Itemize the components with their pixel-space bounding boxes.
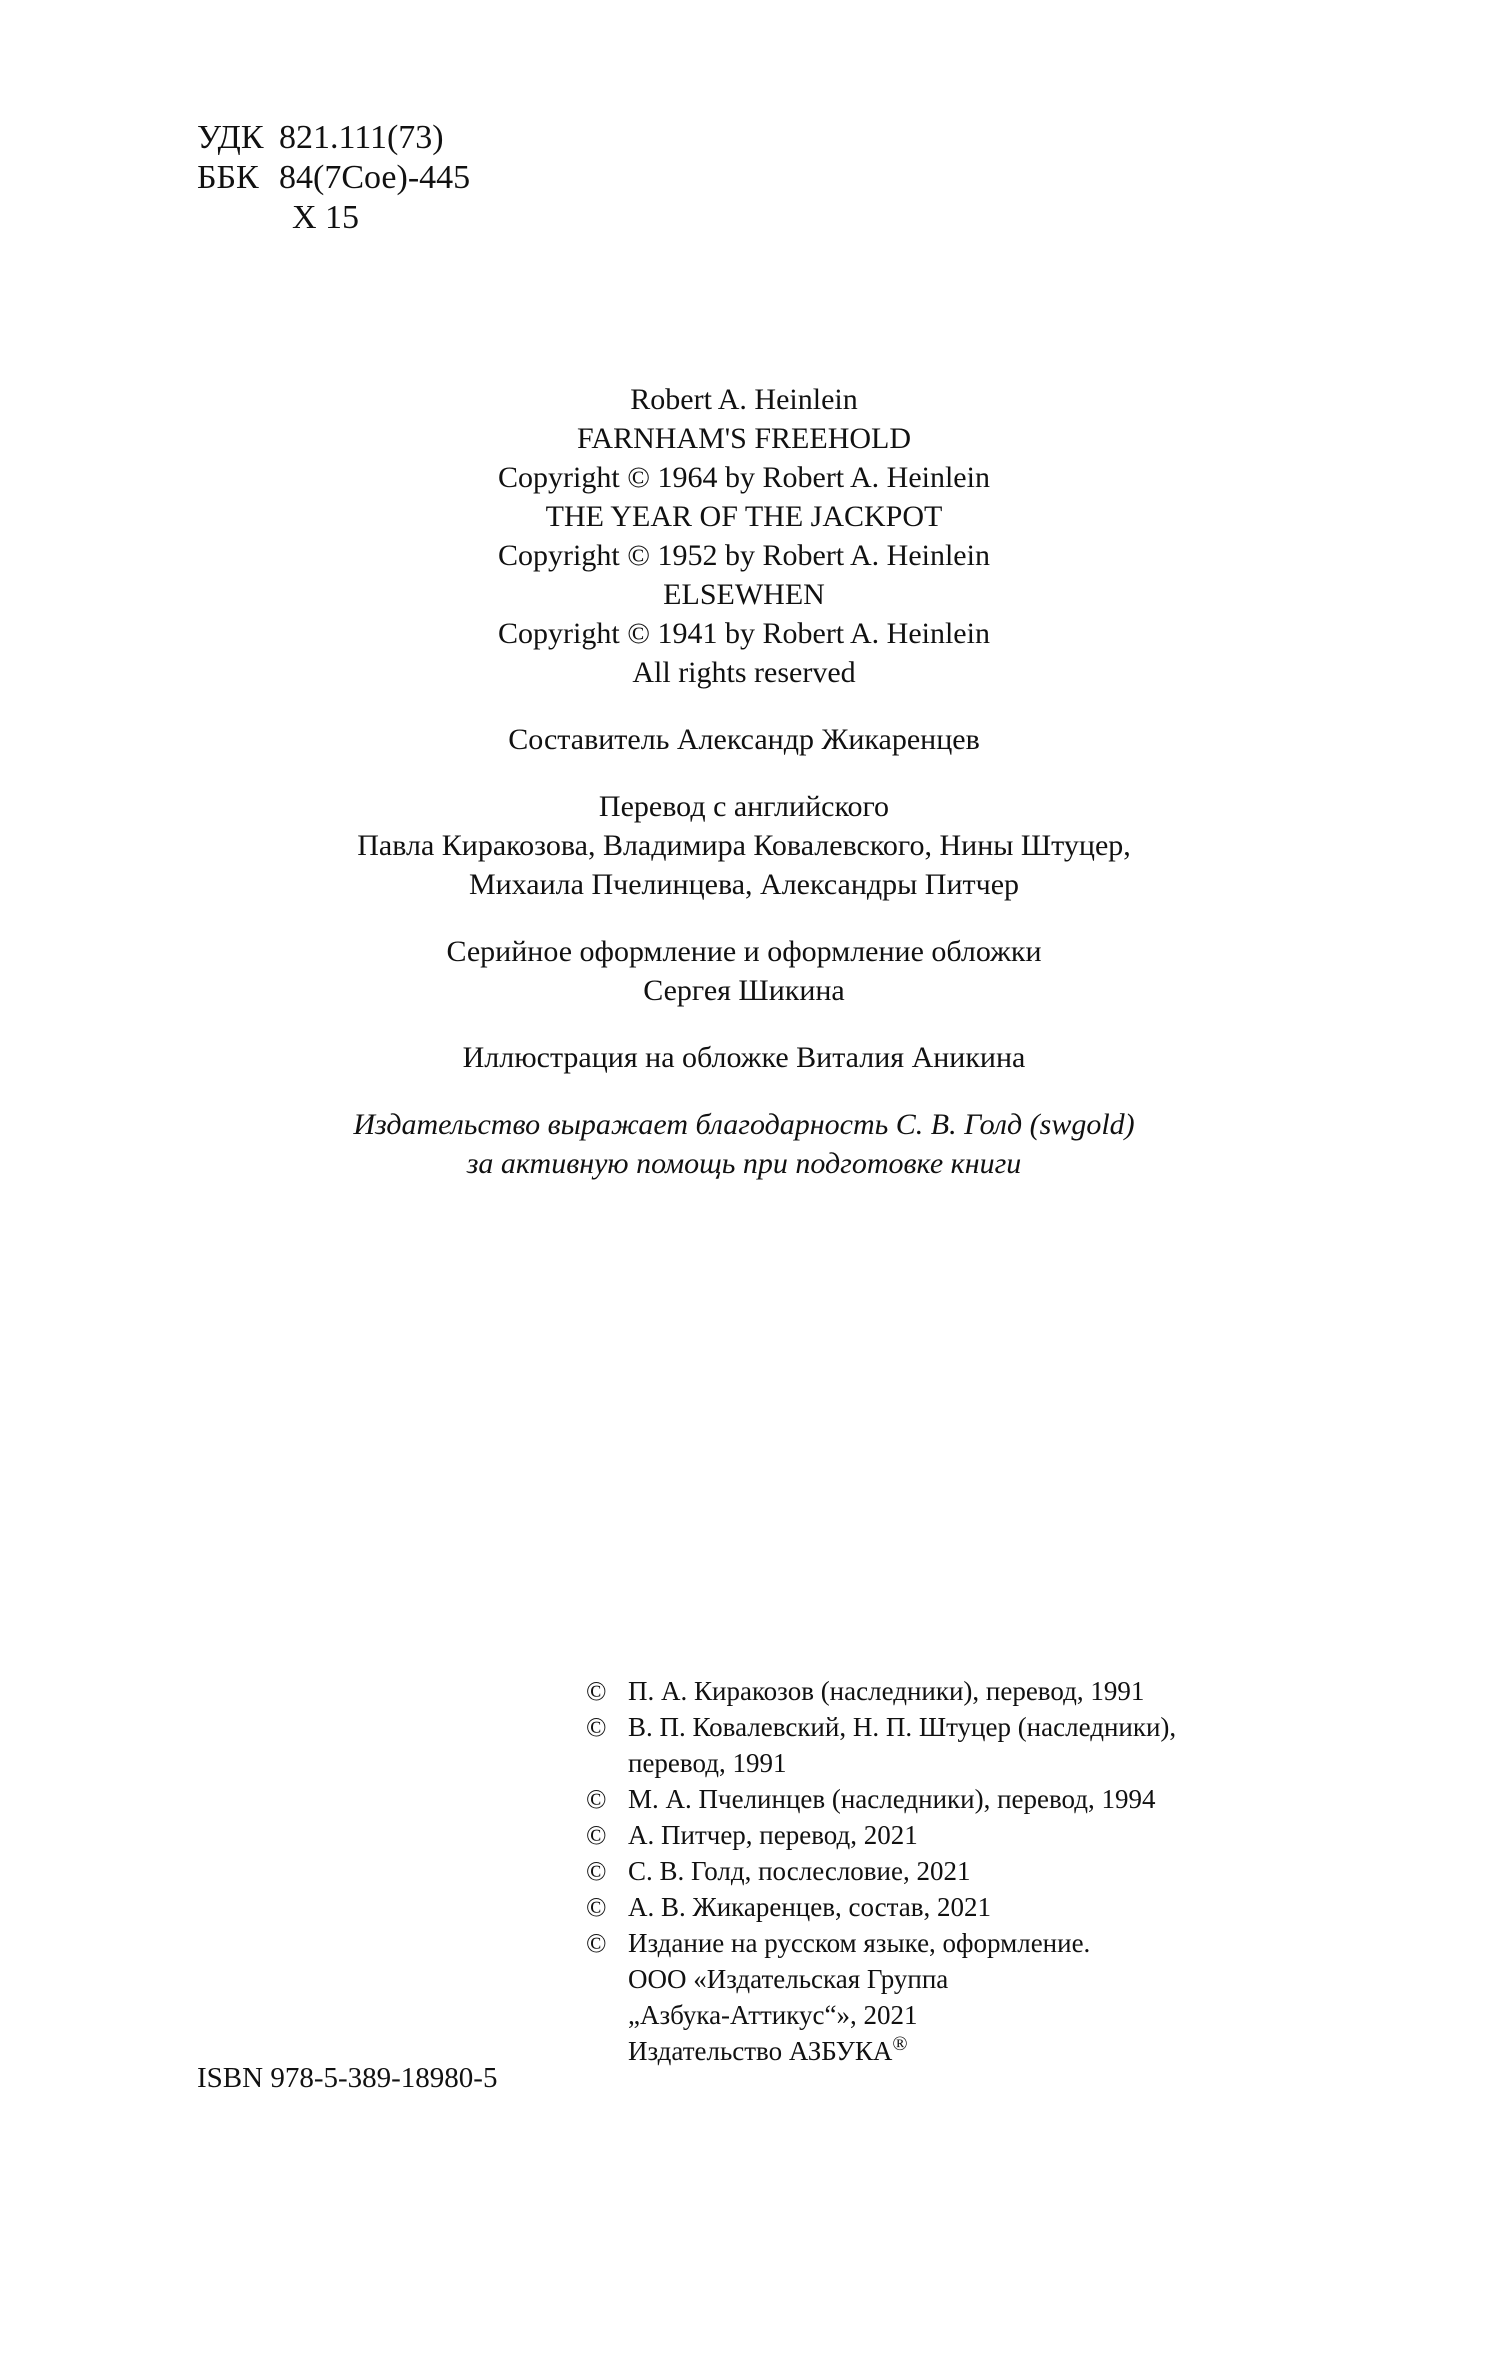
- acknowledgement-line: Издательство выражает благодарность С. В. Голд (swgold): [353, 1108, 1135, 1141]
- translation-line: Перевод с английского: [598, 790, 890, 823]
- original-title: FARNHAM'S FREEHOLD: [576, 422, 912, 455]
- copyright-item: © А. Питчер, перевод, 2021: [586, 1817, 1346, 1853]
- copyright-item-continuation: ООО «Издательская Группа: [628, 1964, 949, 1994]
- author-mark-row: [197, 198, 470, 238]
- original-title: THE YEAR OF THE JACKPOT: [545, 500, 943, 533]
- bbk-row: [197, 158, 470, 198]
- original-title: ELSEWHEN: [663, 578, 825, 611]
- copyright-item: © П. А. Киракозов (наследники), перевод, 1991: [586, 1673, 1346, 1709]
- author-mark: Х 15: [292, 199, 360, 236]
- design-credit: [0, 932, 1488, 1010]
- copyright-item-continuation: „Азбука-Аттикус“», 2021: [628, 2000, 918, 2030]
- illustration-line: Иллюстрация на обложке Виталия Аникина: [462, 1041, 1026, 1074]
- translation-credit: [0, 787, 1488, 904]
- copyright-symbol: ©: [586, 1820, 607, 1850]
- original-credits: [0, 380, 1488, 692]
- classification-codes: [197, 118, 470, 238]
- udk-value: 821.111(73): [279, 119, 444, 156]
- copyright-item: © М. А. Пчелинцев (наследники), перевод, 1994: [586, 1781, 1346, 1817]
- copyright-line: Copyright © 1964 by Robert A. Heinlein: [498, 461, 990, 494]
- copyright-symbol: ©: [586, 1712, 607, 1742]
- copyright-item: © Издание на русском языке, оформление.: [586, 1925, 1346, 1961]
- rights-reserved: All rights reserved: [632, 656, 856, 689]
- illustration-credit: [0, 1038, 1488, 1077]
- udk-label: УДК: [197, 119, 264, 156]
- compiler-line: Составитель Александр Жикаренцев: [508, 723, 980, 756]
- copyright-item: © В. П. Ковалевский, Н. П. Штуцер (наследники),: [586, 1709, 1346, 1745]
- copyright-line: Copyright © 1941 by Robert A. Heinlein: [498, 617, 990, 650]
- copyright-symbol: ©: [586, 1892, 607, 1922]
- bbk-label: ББК: [197, 159, 259, 196]
- design-line: Серийное оформление и оформление обложки: [446, 935, 1042, 968]
- design-line: Сергея Шикина: [643, 974, 845, 1007]
- copyright-symbol: ©: [586, 1928, 607, 1958]
- copyright-symbol: ©: [586, 1676, 607, 1706]
- bbk-value: 84(7Сое)-445: [279, 159, 471, 196]
- translation-line: Михаила Пчелинцева, Александры Питчер: [468, 868, 1020, 901]
- copyright-symbol: ©: [586, 1784, 607, 1814]
- copyright-notices: [586, 1673, 1346, 2069]
- publisher-name: Издательство АЗБУКА: [628, 2036, 893, 2066]
- copyright-item: © С. В. Голд, послесловие, 2021: [586, 1853, 1346, 1889]
- publisher-line: [586, 2033, 1346, 2069]
- translation-line: Павла Киракозова, Владимира Ковалевского, Нины Штуцер,: [357, 829, 1131, 862]
- acknowledgement: [0, 1105, 1488, 1183]
- credits-block: [0, 380, 1488, 1183]
- registered-mark: ®: [892, 2033, 908, 2055]
- copyright-item-continuation: перевод, 1991: [628, 1748, 787, 1778]
- copyright-item: © А. В. Жикаренцев, состав, 2021: [586, 1889, 1346, 1925]
- copyright-line: Copyright © 1952 by Robert A. Heinlein: [498, 539, 990, 572]
- acknowledgement-line: за активную помощь при подготовке книги: [466, 1147, 1022, 1180]
- udk-row: [197, 118, 470, 158]
- isbn: ISBN 978-5-389-18980-5: [197, 2062, 498, 2094]
- copyright-symbol: ©: [586, 1856, 607, 1886]
- compiler-credit: [0, 720, 1488, 759]
- original-author: Robert A. Heinlein: [630, 383, 858, 416]
